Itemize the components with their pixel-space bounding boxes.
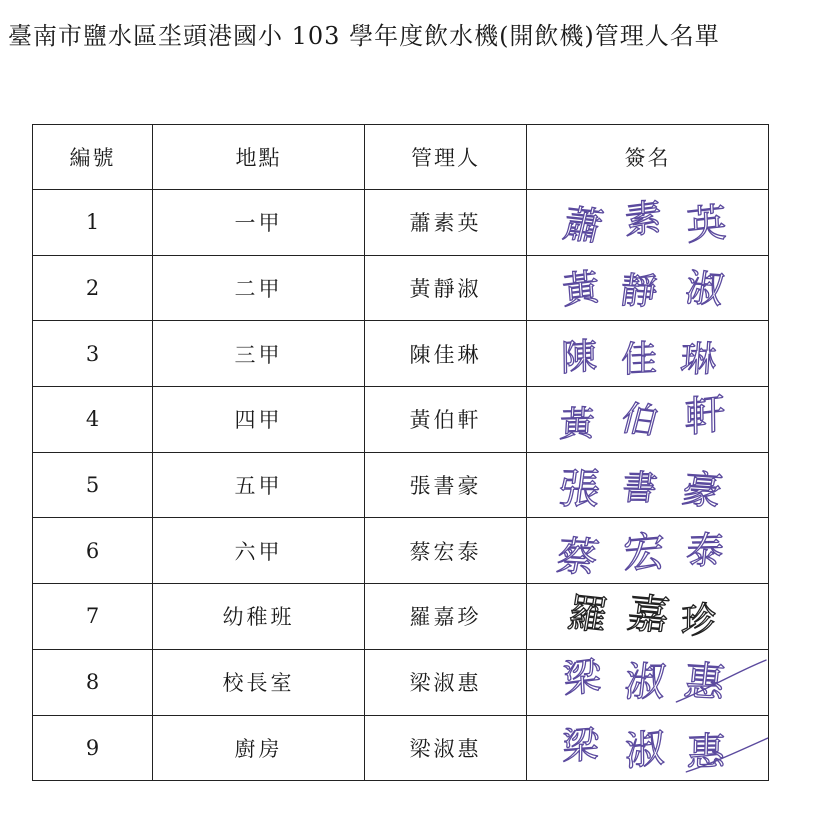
row-location: 二甲: [153, 255, 365, 321]
table-header-row: [33, 125, 769, 190]
handwritten-signature: [527, 650, 768, 714]
signature-glyph: 嘉: [624, 589, 673, 641]
row-number: 5: [33, 452, 153, 518]
row-number: 1: [33, 190, 153, 256]
handwritten-signature: [527, 190, 768, 254]
handwritten-signature: [527, 322, 768, 386]
header-signature: 簽名: [527, 125, 769, 190]
signature-glyph: 惠: [681, 656, 728, 708]
table-row: [33, 518, 769, 584]
row-number: 2: [33, 255, 153, 321]
signature-glyph: 淑: [622, 657, 669, 707]
row-location: 六甲: [153, 518, 365, 584]
handwritten-signature: [527, 453, 768, 517]
signature-glyph: 靜: [617, 268, 660, 314]
signature-glyph: 梁: [561, 722, 600, 769]
row-signature: [527, 584, 769, 650]
row-signature: [527, 387, 769, 453]
handwritten-signature: [527, 584, 768, 648]
signature-glyph: 淑: [624, 724, 665, 776]
table-row: [33, 715, 769, 781]
document-title: 臺南市鹽水區坔頭港國小 103 學年度飲水機(開飲機)管理人名單: [8, 22, 720, 50]
handwritten-signature: [527, 716, 768, 780]
row-location: 四甲: [153, 387, 365, 453]
row-signature: [527, 190, 769, 256]
signature-glyph: 蔡: [552, 531, 603, 582]
table-row: [33, 255, 769, 321]
signature-glyph: 陳: [560, 335, 598, 380]
row-number: 3: [33, 321, 153, 387]
row-number: 6: [33, 518, 153, 584]
row-manager: 羅嘉珍: [365, 584, 527, 650]
row-signature: [527, 255, 769, 321]
manager-roster-table: [32, 124, 769, 781]
signature-glyph: 軒: [684, 389, 726, 443]
row-signature: [527, 715, 769, 781]
signature-glyph: 珍: [680, 599, 716, 644]
table-row: [33, 387, 769, 453]
signature-glyph: 英: [685, 199, 728, 251]
table-row: [33, 190, 769, 256]
signature-glyph: 蕭: [558, 202, 607, 251]
row-manager: 陳佳琳: [365, 321, 527, 387]
row-signature: [527, 452, 769, 518]
signature-glyph: 梁: [562, 654, 603, 704]
signature-glyph: 素: [624, 194, 663, 244]
row-number: 4: [33, 387, 153, 453]
row-location: 廚房: [153, 715, 365, 781]
signature-glyph: 泰: [684, 528, 726, 573]
handwritten-signature: [527, 256, 768, 320]
table-row: [33, 584, 769, 650]
row-location: 校長室: [153, 649, 365, 715]
signature-glyph: 羅: [564, 591, 611, 641]
signature-glyph: 豪: [678, 467, 726, 515]
row-manager: 張書豪: [365, 452, 527, 518]
header-manager: 管理人: [365, 125, 527, 190]
row-signature: [527, 321, 769, 387]
header-number: 編號: [33, 125, 153, 190]
row-location: 一甲: [153, 190, 365, 256]
row-manager: 黃靜淑: [365, 255, 527, 321]
signature-glyph: 惠: [686, 729, 726, 776]
row-number: 9: [33, 715, 153, 781]
row-number: 8: [33, 649, 153, 715]
handwritten-signature: [527, 387, 768, 451]
signature-glyph: 書: [620, 468, 660, 509]
row-number: 7: [33, 584, 153, 650]
signature-glyph: 佳: [621, 337, 657, 381]
row-manager: 蔡宏泰: [365, 518, 527, 584]
table-row: [33, 452, 769, 518]
row-location: 三甲: [153, 321, 365, 387]
row-manager: 梁淑惠: [365, 715, 527, 781]
table-row: [33, 321, 769, 387]
signature-glyph: 伯: [617, 398, 663, 443]
row-signature: [527, 518, 769, 584]
signature-glyph: 黃: [558, 404, 596, 446]
signature-glyph: 淑: [682, 265, 727, 313]
handwritten-signature: [527, 519, 768, 583]
row-manager: 梁淑惠: [365, 649, 527, 715]
signature-glyph: 張: [555, 464, 604, 514]
row-location: 幼稚班: [153, 584, 365, 650]
table-body: [33, 190, 769, 781]
row-manager: 蕭素英: [365, 190, 527, 256]
signature-glyph: 黃: [560, 265, 601, 313]
table-row: [33, 649, 769, 715]
signature-glyph: 琳: [679, 338, 718, 381]
row-manager: 黃伯軒: [365, 387, 527, 453]
header-location: 地點: [153, 125, 365, 190]
signature-glyph: 宏: [623, 525, 665, 579]
row-signature: [527, 649, 769, 715]
row-location: 五甲: [153, 452, 365, 518]
